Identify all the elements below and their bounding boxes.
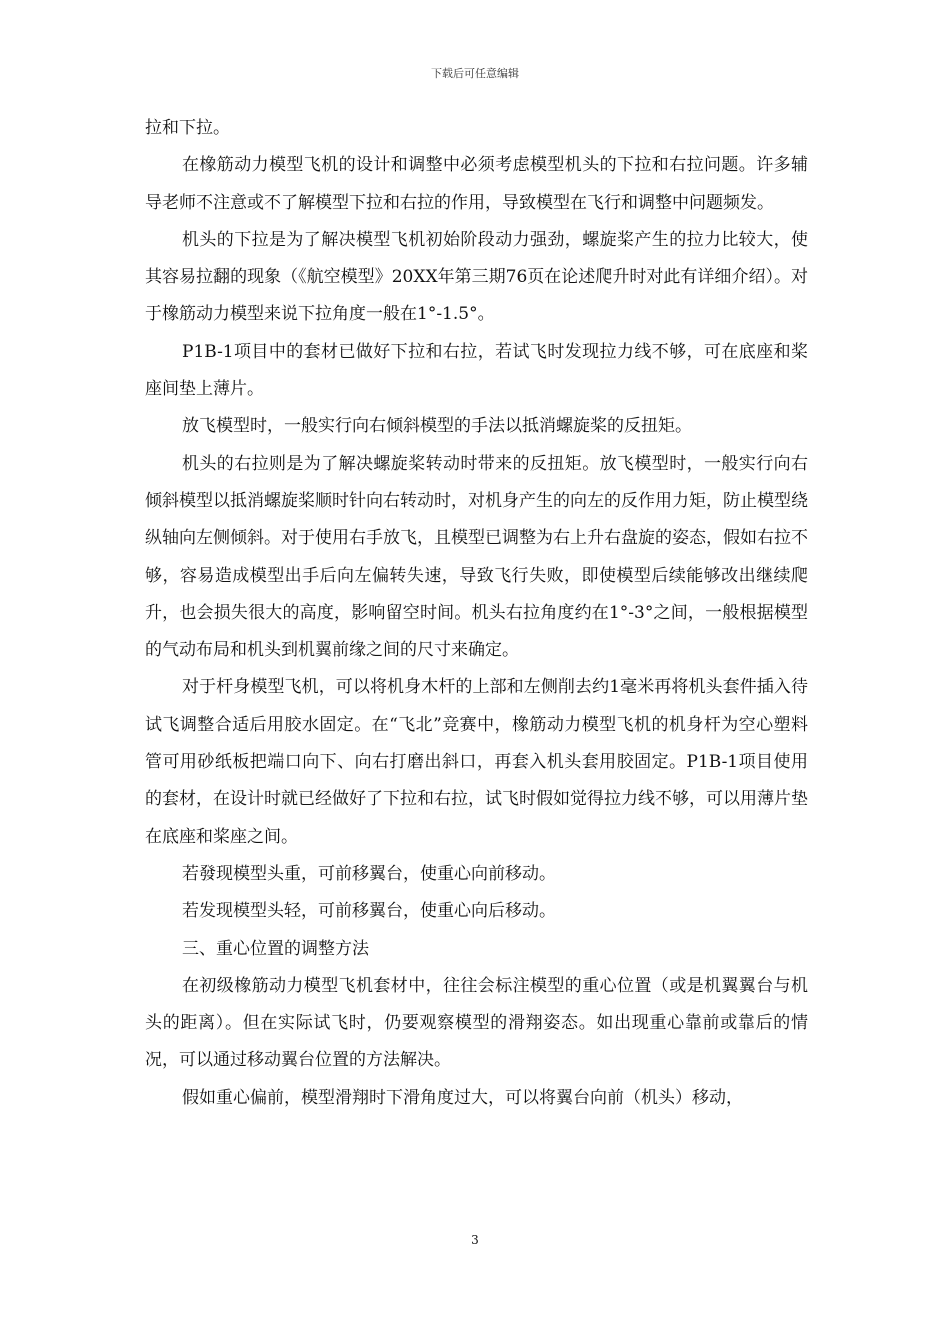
paragraph: P1B-1项目中的套材已做好下拉和右拉，若试飞时发现拉力线不够，可在底座和桨座间垫上薄片。 [145, 341, 808, 400]
paragraph: 机头的下拉是为了解决模型飞机初始阶段动力强劲，螺旋桨产生的拉力比较大，使其容易拉翻的现象（《航空模型》20XX年第三期76页在论述爬升时对此有详细介绍）。对于橡筋动力模型来说下拉角度一般在1°-1.5°。 [145, 229, 808, 325]
paragraph: 在橡筋动力模型飞机的设计和调整中必须考虑模型机头的下拉和右拉问题。许多辅导老师不注意或不了解模型下拉和右拉的作用，导致模型在飞行和调整中问题频发。 [145, 155, 808, 213]
paragraph: 若发现模型头轻，可前移翼台，使重心向后移动。 [182, 901, 556, 922]
paragraph: 假如重心偏前，模型滑翔时下滑角度过大，可以将翼台向前（机头）移动， [182, 1087, 743, 1108]
page-header: 下载后可任意编辑 [431, 67, 519, 80]
paragraph: 机头的右拉则是为了解决螺旋桨转动时带来的反扭矩。放飞模型时，一般实行向右倾斜模型以抵消螺旋桨顺时针向右转动时，对机身产生的向左的反作用力矩，防止模型绕纵轴向左侧倾斜。对于使用右手放飞，且模型已调整为右上升右盘旋的姿态，假如右拉不够，容易造成模型出手后向左偏转失速，导致飞行失败，即使模型后续能够改出继续爬升，也会损失很大的高度，影响留空时间。机头右拉角度约在1°-3°之间，一般根据模型的气动布局和机头到机翼前缘之间的尺寸来确定。 [145, 453, 808, 661]
paragraph: 在初级橡筋动力模型飞机套材中，往往会标注模型的重心位置（或是机翼翼台与机头的距离）。但在实际试飞时，仍要观察模型的滑翔姿态。如出现重心靠前或靠后的情况，可以通过移动翼台位置的方法解决。 [145, 975, 808, 1071]
paragraph: 对于杆身模型飞机，可以将机身木杆的上部和左侧削去约1毫米再将机头套件插入待试飞调整合适后用胶水固定。在“飞北”竞赛中，橡筋动力模型飞机的机身杆为空心塑料管可用砂纸板把端口向下、向右打磨出斜口，再套入机头套用胶固定。P1B-1项目使用的套材，在设计时就已经做好了下拉和右拉，试飞时假如觉得拉力线不够，可以用薄片垫在底座和桨座之间。 [145, 677, 808, 847]
section-heading: 三、重心位置的调整方法 [182, 938, 369, 959]
paragraph-continuation: 拉和下拉。 [145, 118, 230, 138]
document-body [145, 110, 808, 1117]
paragraph: 放飞模型时，一般实行向右倾斜模型的手法以抵消螺旋桨的反扭矩。 [182, 416, 692, 437]
paragraph: 若發现模型头重，可前移翼台，使重心向前移动。 [182, 863, 556, 884]
page-number: 3 [471, 1233, 479, 1247]
